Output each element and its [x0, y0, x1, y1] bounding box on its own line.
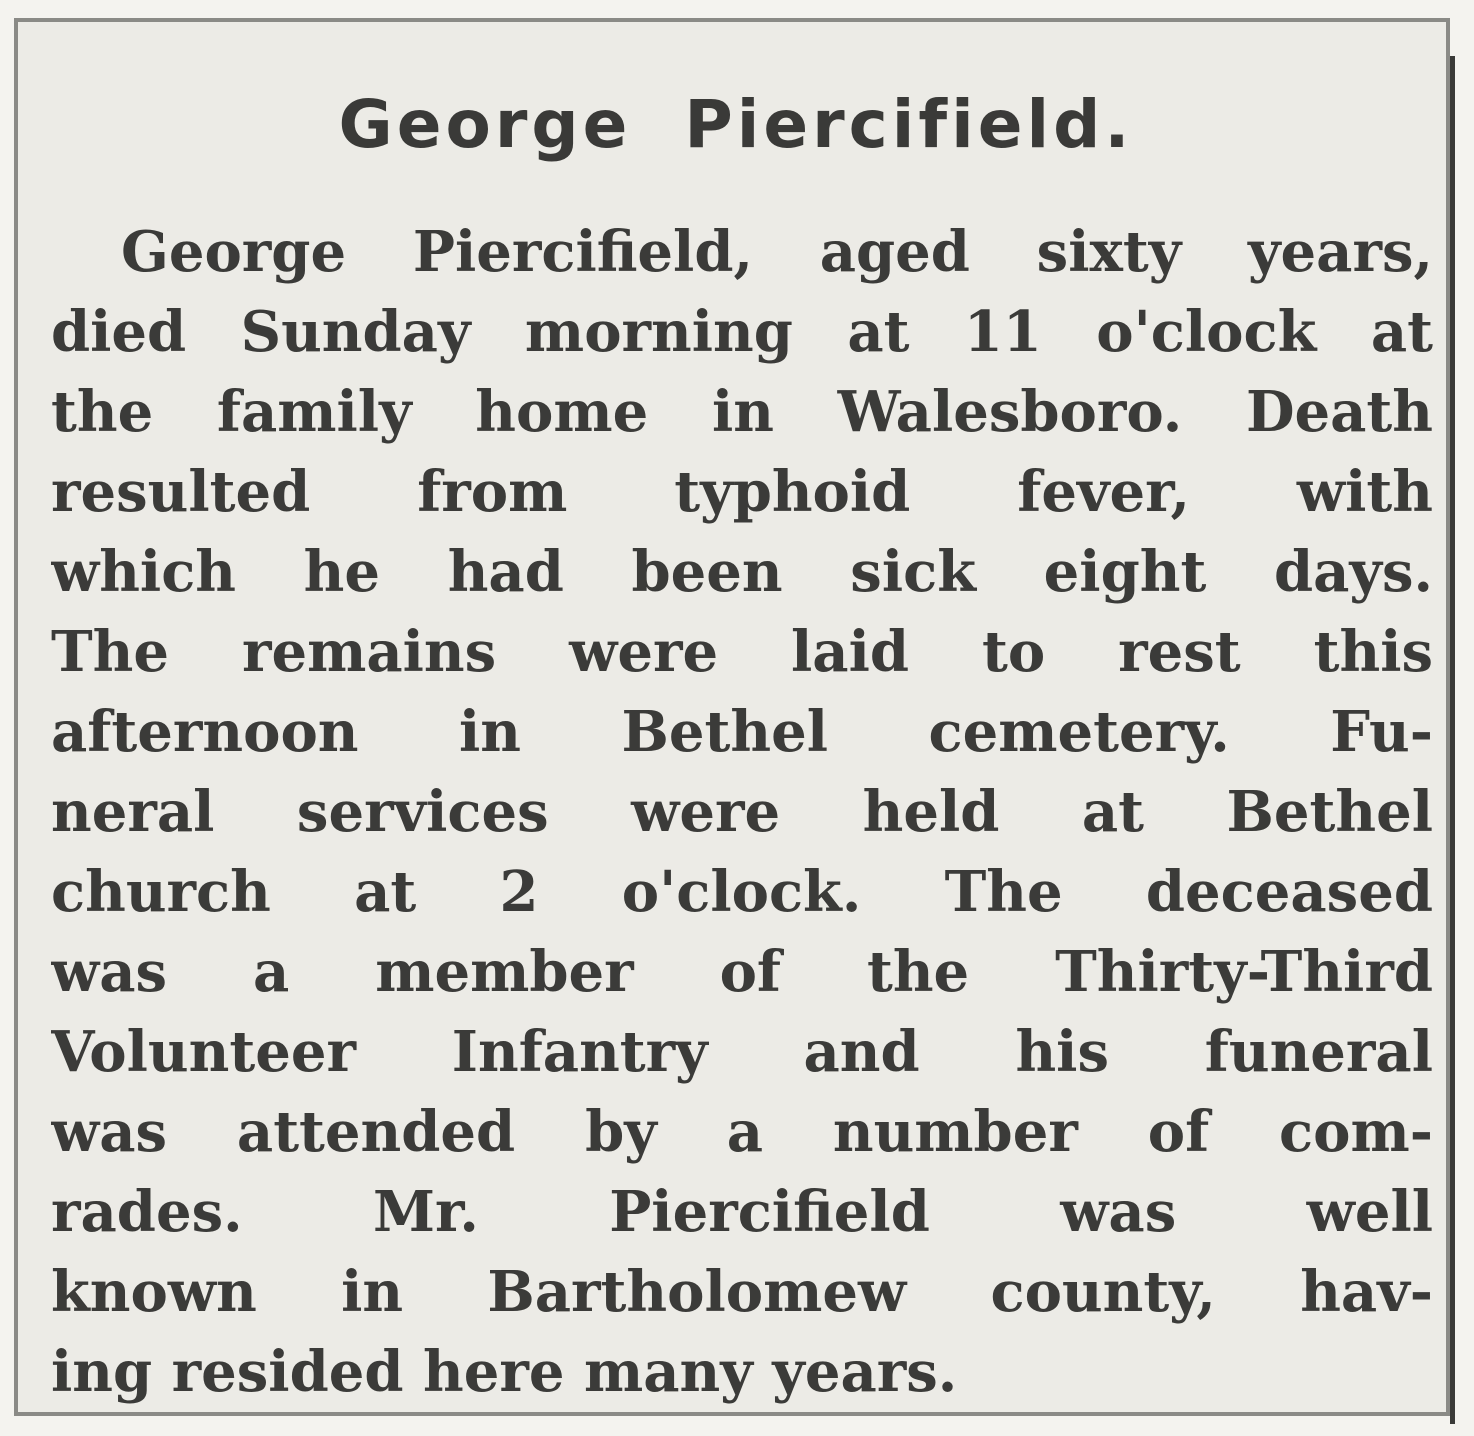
article-line: was attended by a number of com-: [51, 1099, 1433, 1165]
article-line: known in Bartholomew county, hav-: [51, 1259, 1433, 1325]
article-line: was a member of the Thirty-Third: [51, 939, 1433, 1005]
article-line: neral services were held at Bethel: [51, 779, 1433, 845]
article-line: afternoon in Bethel cemetery. Fu-: [51, 699, 1433, 765]
article-line: church at 2 o'clock. The deceased: [51, 859, 1433, 925]
article-line: rades. Mr. Piercifield was well: [51, 1179, 1433, 1245]
article-line: Volunteer Infantry and his funeral: [51, 1019, 1433, 1085]
article-line: died Sunday morning at 11 o'clock at: [51, 299, 1433, 365]
article-line: resulted from typhoid fever, with: [51, 459, 1433, 525]
article-line: ing resided here many years.: [51, 1339, 958, 1405]
article-line: the family home in Walesboro. Death: [51, 379, 1433, 445]
column-rule: [1450, 56, 1455, 1424]
article-line: which he had been sick eight days.: [51, 539, 1433, 605]
article-headline: George Piercifield.: [338, 86, 1134, 163]
article-line: George Piercifield, aged sixty years,: [121, 219, 1433, 285]
article-body: [51, 212, 1433, 1412]
article-line: The remains were laid to rest this: [51, 619, 1433, 685]
newspaper-clipping: [14, 18, 1450, 1416]
